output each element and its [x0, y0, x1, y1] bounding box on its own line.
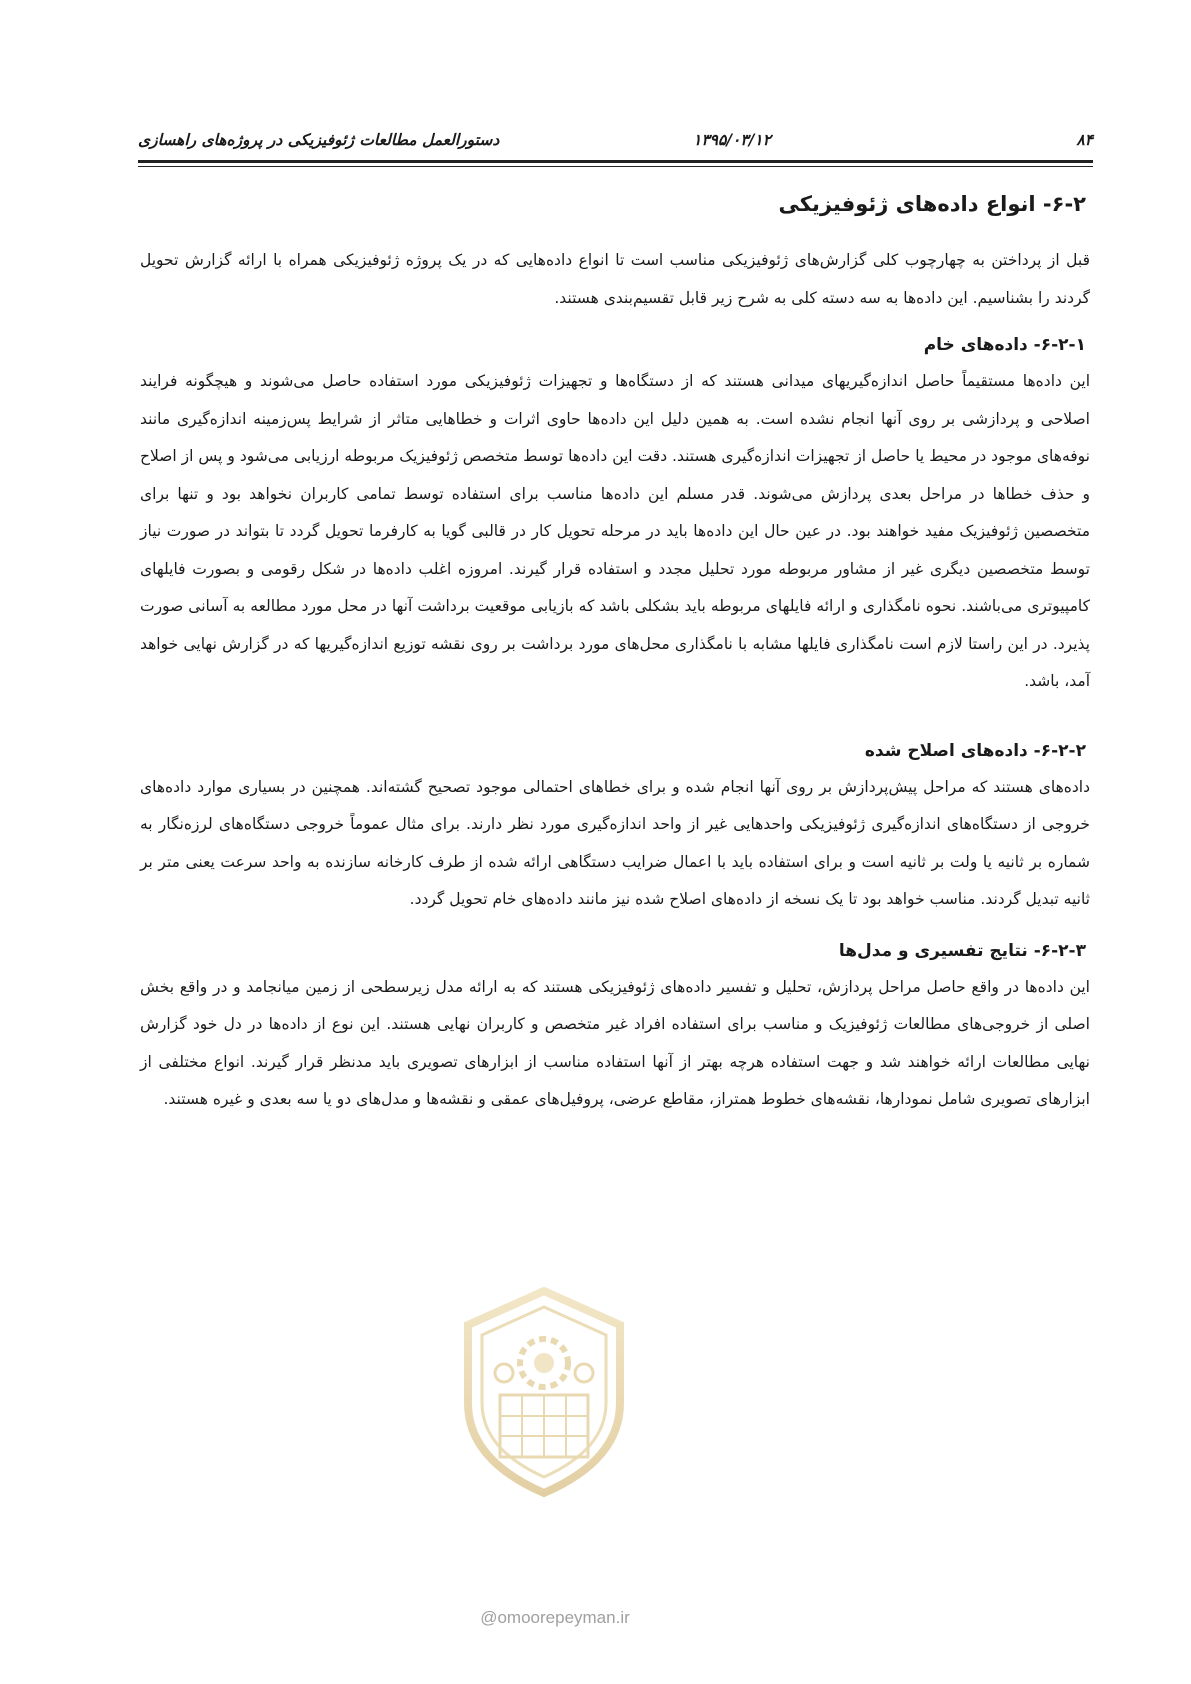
watermark-seal-icon	[452, 1285, 637, 1500]
subsection-heading-corrected-data: ۶-۲-۲- داده‌های اصلاح شده	[864, 740, 1086, 761]
header-date: ۱۳۹۵/۰۳/۱۲	[693, 130, 771, 149]
subsection-heading-raw-data: ۶-۲-۱- داده‌های خام	[923, 335, 1086, 355]
section-intro-paragraph: قبل از پرداختن به چهارچوب کلی گزارش‌های ژئوفیزیکی مناسب است تا انواع داده‌هایی که در یک پروژه ژئوفیزیکی همراه با ارائه گزارش تحویل گردند را بشناسیم. این داده‌ها به سه دسته کلی به شرح زیر قابل تقسیم‌بندی هستند.	[140, 251, 1090, 307]
footer-website-watermark: @omoorepeyman.ir	[480, 1608, 630, 1627]
page-body	[140, 192, 1090, 1119]
running-title: دستورالعمل مطالعات ژئوفیزیکی در پروژه‌های راهسازی	[138, 130, 500, 149]
subsection-text-interpretive-results: این داده‌ها در واقع حاصل مراحل پردازش، تحلیل و تفسیر داده‌های ژئوفیزیکی هستند که به ارائه مدل زیرسطحی از زمین میانجامد و در واقع بخش اصلی از خروجی‌های مطالعات ژئوفیزیک و مناسب برای استفاده افراد غیر متخصص و کاربران نهایی هستند. این نوع از داده‌ها در دل خود گزارش نهایی مطالعات ارائه خواهند شد و جهت استفاده هرچه بهتر از آنها استفاده مناسب از ابزارهای تصویری باید مدنظر قرار گیرند. انواع مختلفی از ابزارهای تصویری شامل نمودارها، نقشه‌های خطوط همتراز، مقاطع عرضی، پروفیل‌های عمقی و نقشه‌ها و مدل‌های دو یا سه بعدی و غیره هستند.	[140, 977, 1090, 1108]
subsection-heading-interpretive-results: ۶-۲-۳- نتایج تفسیری و مدل‌ها	[838, 940, 1086, 961]
subsection-text-corrected-data: داده‌های هستند که مراحل پیش‌پردازش بر روی آنها انجام شده و برای خطاهای احتمالی موجود تصحیح گشته‌اند. همچنین در بسیاری موارد داده‌های خروجی از دستگاه‌های اندازه‌گیری ژئوفیزیکی واحدهایی غیر از واحد اندازه‌گیری مورد نظر دارند. برای مثال عموماً خروجی دستگاه‌های لرزه‌نگار به شماره بر ثانیه یا ولت بر ثانیه است و برای استفاده باید با اعمال ضرایب دستگاهی ارائه شده از طرف کارخانه سازنده به واحد سرعت یعنی متر بر ثانیه تبدیل گردند. مناسب خواهد بود تا یک نسخه از داده‌های اصلاح شده نیز مانند داده‌های خام تحویل گردد.	[140, 777, 1090, 908]
page-number: ۸۴	[1076, 130, 1093, 149]
subsection-text-raw-data: این داده‌ها مستقیماً حاصل اندازه‌گیریهای میدانی هستند که از دستگاه‌ها و تجهیزات ژئوفیزیکی مورد استفاده حاصل می‌شوند و هیچگونه فرایند اصلاحی و پردازشی بر روی آنها انجام نشده است. به همین دلیل این داده‌ها حاوی اثرات و خطاهایی متاثر از شرایط پس‌زمینه اندازه‌گیری مانند نوفه‌های موجود در محیط یا حاصل از تجهیزات اندازه‌گیری هستند. دقت این داده‌ها توسط متخصص ژئوفیزیک مربوطه ارزیابی می‌شود و پس از اصلاح و حذف خطاها در مراحل بعدی پردازش می‌شوند. قدر مسلم این داده‌ها مناسب برای استفاده توسط تمامی کاربران نخواهد بود و تنها برای متخصصین ژئوفیزیک مفید خواهند بود. در عین حال این داده‌ها باید در مرحله تحویل کار در قالبی گویا به کارفرما تحویل گردد تا بتواند در صورت نیاز توسط متخصصین دیگری غیر از مشاور مربوطه مورد تحلیل مجدد و استفاده قرار گیرند. امروزه اغلب داده‌ها در شکل رقومی و بصورت فایلهای کامپیوتری می‌باشند. نحوه نامگذاری و ارائه فایلهای مربوطه باید بشکلی باشد که بازیابی موقعیت برداشت آنها در محل مورد مطالعه به آسانی صورت پذیرد. در این راستا لازم است نامگذاری فایلها مشابه با نامگذاری محل‌های مورد برداشت بر روی نقشه توزیع اندازه‌گیریها که در گزارش نهایی خواهد آمد، باشد.	[140, 372, 1090, 690]
header-divider-thick	[138, 160, 1093, 163]
page-header	[138, 122, 1093, 162]
header-divider-thin	[138, 166, 1093, 167]
section-heading: ۶-۲- انواع داده‌های ژئوفیزیکی	[778, 192, 1086, 216]
